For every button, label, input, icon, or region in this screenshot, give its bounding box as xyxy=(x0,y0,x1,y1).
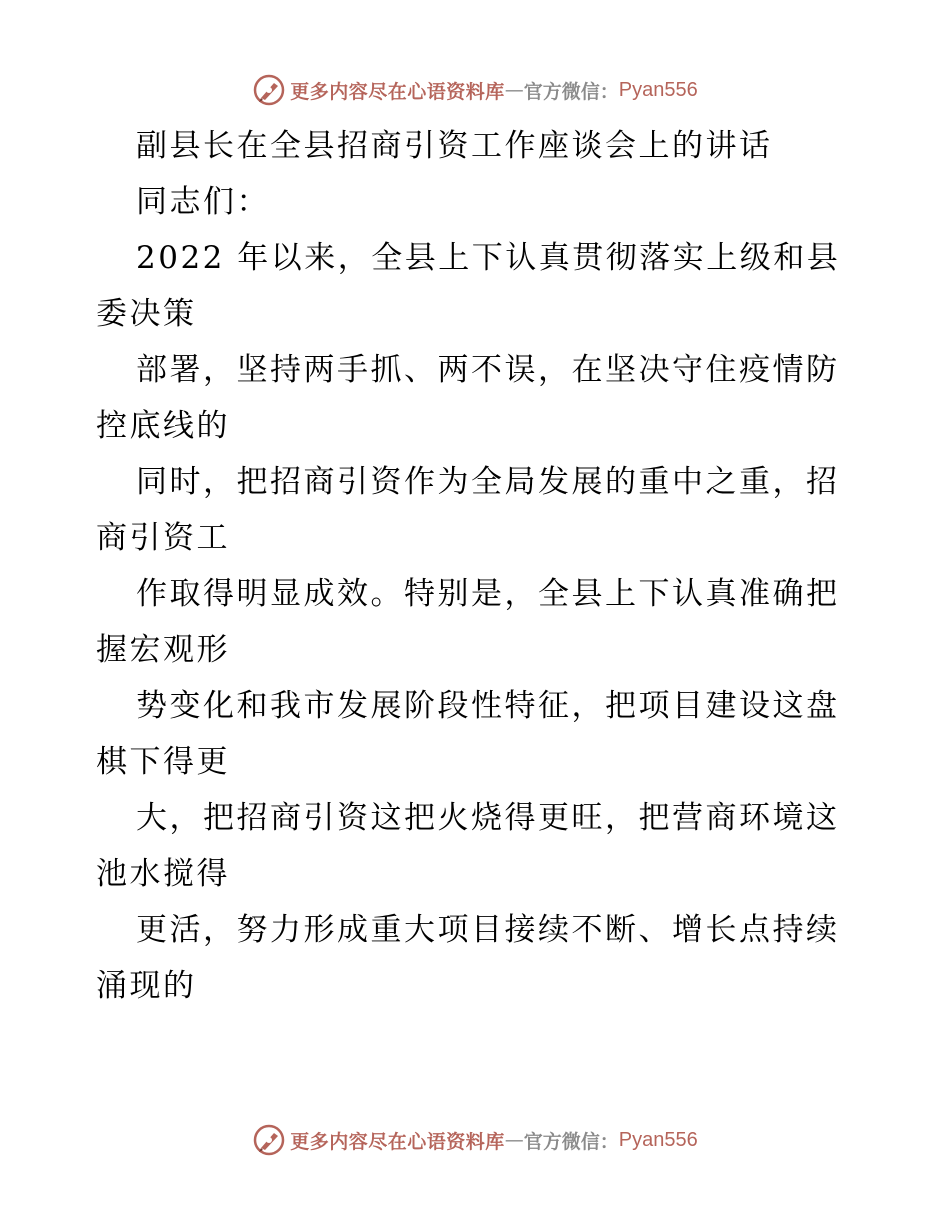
document-title: 副县长在全县招商引资工作座谈会上的讲话 xyxy=(136,128,773,164)
footer-brand-text: 更多内容尽在心语资料库 xyxy=(290,1130,505,1153)
paragraph-line: 商引资工 xyxy=(96,520,230,556)
paragraph-line: 委决策 xyxy=(96,296,197,332)
paragraph-line: 更活，努力形成重大项目接续不断、增长点持续 xyxy=(136,912,840,948)
footer-wechat-id: Pyan556 xyxy=(618,1128,698,1151)
header-separator: — xyxy=(504,79,524,101)
header-brand-text: 更多内容尽在心语资料库 xyxy=(290,80,505,103)
paragraph-line: 池水搅得 xyxy=(96,856,230,892)
paragraph-line: 棋下得更 xyxy=(96,744,230,780)
paragraph-line: 涌现的 xyxy=(96,968,197,1004)
paragraph-line: 2022 年以来，全县上下认真贯彻落实上级和县 xyxy=(136,240,841,276)
paragraph-line: 势变化和我市发展阶段性特征，把项目建设这盘 xyxy=(136,688,840,724)
header-wechat-label: 官方微信： xyxy=(523,80,619,103)
paragraph-line: 大，把招商引资这把火烧得更旺，把营商环境这 xyxy=(136,800,840,836)
page-footer xyxy=(0,1120,950,1160)
header-wechat-id: Pyan556 xyxy=(618,78,698,101)
pen-logo-icon xyxy=(252,73,286,107)
paragraph-line: 部署，坚持两手抓、两不误，在坚决守住疫情防 xyxy=(136,352,840,388)
paragraph-line: 握宏观形 xyxy=(96,632,230,668)
page-header xyxy=(0,70,950,110)
footer-separator: — xyxy=(504,1129,524,1151)
footer-wechat-label: 官方微信： xyxy=(523,1130,619,1153)
document-salutation: 同志们： xyxy=(136,184,270,220)
paragraph-line: 作取得明显成效。特别是，全县上下认真准确把 xyxy=(136,576,840,612)
pen-logo-icon xyxy=(252,1123,286,1157)
document-body xyxy=(96,118,856,1014)
paragraph-line: 控底线的 xyxy=(96,408,230,444)
paragraph-line: 同时，把招商引资作为全局发展的重中之重，招 xyxy=(136,464,840,500)
